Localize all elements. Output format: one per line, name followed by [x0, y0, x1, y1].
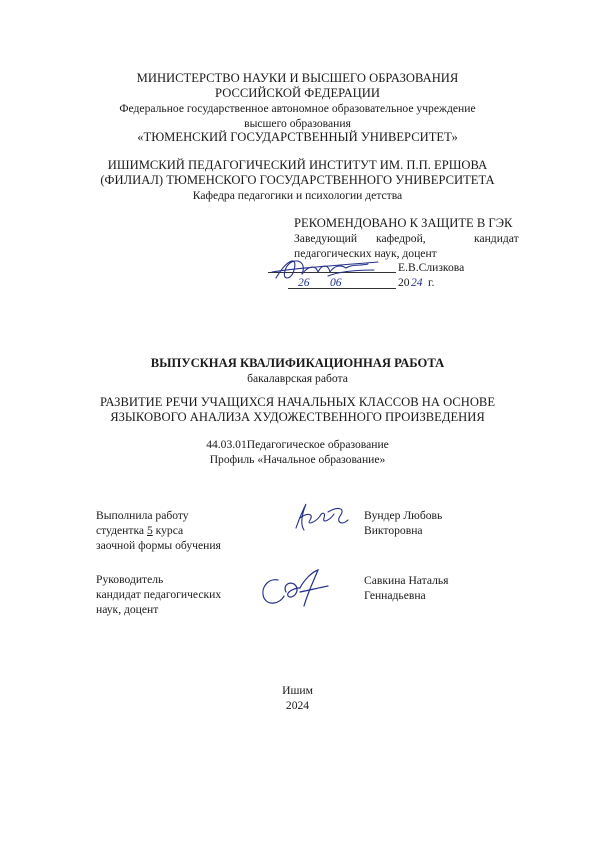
specialty: 44.03.01Педагогическое образование	[206, 438, 389, 451]
approval-role-word-2: кафедрой,	[376, 232, 426, 245]
institute-line-2: (ФИЛИАЛ) ТЮМЕНСКОГО ГОСУДАРСТВЕННОГО УНИВЕРСИТЕТА	[100, 173, 495, 187]
supervisor-name-1: Савкина Наталья	[364, 574, 449, 587]
ministry-line-1: МИНИСТЕРСТВО НАУКИ И ВЫСШЕГО ОБРАЗОВАНИЯ	[136, 71, 459, 85]
date-year-prefix: 20	[398, 276, 410, 289]
approval-role-word-3: кандидат	[474, 232, 519, 245]
work-title-line-1: РАЗВИТИЕ РЕЧИ УЧАЩИХСЯ НАЧАЛЬНЫХ КЛАССОВ НА ОСНОВЕ	[99, 395, 496, 409]
author-name-1: Вундер Любовь	[364, 509, 443, 522]
author-label-3: заочной формы обучения	[96, 539, 221, 552]
author-course: 5	[146, 524, 153, 537]
institution-line-1: Федеральное государственное автономное образовательное учреждение	[119, 102, 476, 115]
approval-role-word-1: Заведующий	[294, 232, 358, 245]
work-type: ВЫПУСКНАЯ КВАЛИФИКАЦИОННАЯ РАБОТА	[150, 356, 445, 370]
supervisor-label-2: кандидат педагогических	[96, 588, 222, 601]
supervisor-label-3: наук, доцент	[96, 603, 159, 616]
author-signature-image	[286, 498, 356, 538]
university-name: «ТЮМЕНСКИЙ ГОСУДАРСТВЕННЫЙ УНИВЕРСИТЕТ»	[137, 130, 458, 144]
work-title-line-2: ЯЗЫКОВОГО АНАЛИЗА ХУДОЖЕСТВЕННОГО ПРОИЗВЕДЕНИЯ	[110, 410, 485, 424]
date-day: 26	[298, 276, 310, 289]
supervisor-name-2: Геннадьевна	[364, 589, 426, 602]
approval-name: Е.В.Слизкова	[398, 261, 465, 274]
approval-role-line-2: педагогических наук, доцент	[294, 247, 437, 260]
approval-signature-image	[268, 250, 388, 290]
date-unit: г.	[428, 276, 435, 289]
institute-line-1: ИШИМСКИЙ ПЕДАГОГИЧЕСКИЙ ИНСТИТУТ ИМ. П.П. ЕРШОВА	[107, 158, 488, 172]
author-label-1: Выполнила работу	[96, 509, 189, 522]
author-label-2	[96, 523, 183, 538]
supervisor-signature-image	[256, 566, 336, 614]
institution-line-2: высшего образования	[244, 117, 351, 130]
author-name-2: Викторовна	[364, 524, 423, 537]
profile: Профиль «Начальное образование»	[209, 453, 386, 466]
footer-city: Ишим	[282, 684, 313, 697]
approval-heading: РЕКОМЕНДОВАНО К ЗАЩИТЕ В ГЭК	[294, 216, 513, 230]
department-name: Кафедра педагогики и психологии детства	[192, 189, 403, 202]
author-label-2-prefix: студентка	[96, 524, 145, 537]
work-subtype: бакалаврская работа	[247, 372, 348, 385]
author-label-2-suffix: курса	[155, 524, 184, 537]
date-month: 06	[330, 276, 342, 289]
date-year-suffix: 24	[411, 276, 423, 289]
supervisor-label-1: Руководитель	[96, 573, 164, 586]
footer-year: 2024	[285, 699, 310, 712]
ministry-line-2: РОССИЙСКОЙ ФЕДЕРАЦИИ	[215, 86, 380, 100]
